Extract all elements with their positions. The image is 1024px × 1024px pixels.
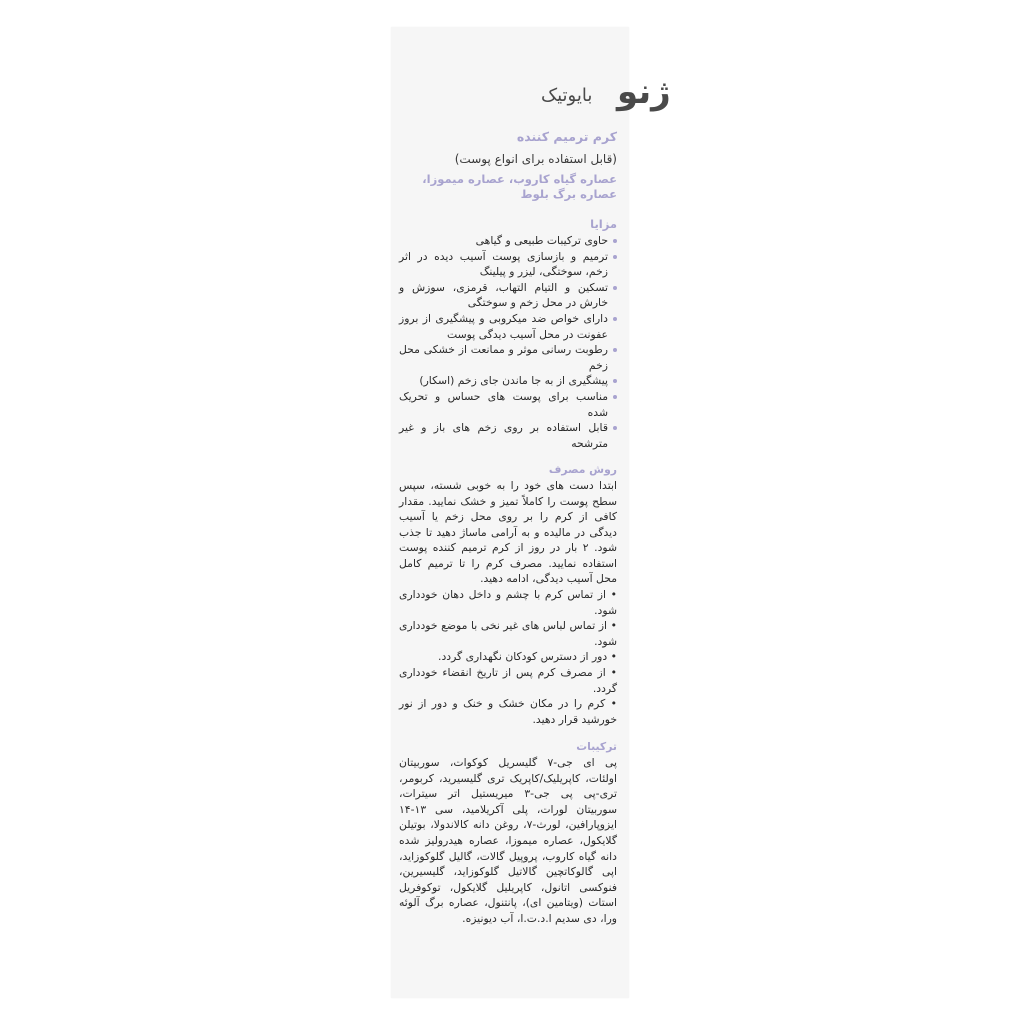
product-label-card (391, 27, 671, 998)
product-extracts: عصاره گیاه کاروب، عصاره میموزا، عصاره برگ بلوط (422, 172, 617, 201)
usage-warning: • از تماس لباس های غیر نخی با موضع خودداری شود. (399, 619, 617, 648)
benefit-item: مناسب برای پوست های حساس و تحریک شده (399, 389, 617, 420)
brand-logo-image (477, 63, 671, 119)
benefits-title: مزایا (590, 217, 617, 231)
usage-instructions: ابتدا دست های خود را به خوبی شسته، سپس سطح پوست را کاملاً تمیز و خشک نمایید. مقدار کافی از کرم را بر روی محل زخم یا آسیب دیدگی در مالیده و به آرامی ماساژ دهید تا جذب شود. ۲ بار در روز از کرم ترمیم کننده پوست استفاده نمایید. مصرف کرم را تا ترمیم کامل محل آسیب دیدگی، ادامه دهید. (399, 478, 618, 586)
usage-warning: • از مصرف کرم پس از تاریخ انقضاء خودداری گردد. (399, 666, 617, 695)
benefit-item: پیشگیری از به جا ماندن جای زخم (اسکار) (399, 373, 617, 389)
usage-warning: • دور از دسترس کودکان نگهداری گردد. (438, 650, 617, 664)
product-name: کرم ترمیم کننده (516, 129, 617, 144)
product-subtitle: (قابل استفاده برای انواع پوست) (454, 152, 617, 166)
label-content (399, 128, 617, 927)
usage-warning: • از تماس کرم با چشم و داخل دهان خودداری شود. (399, 588, 617, 617)
benefits-section (399, 216, 617, 451)
benefit-item: ترمیم و بازسازی پوست آسیب دیده در اثر زخم، سوختگی، لیزر و پیلینگ (399, 249, 617, 280)
benefits-list (399, 233, 617, 451)
brand-name: ژنو (617, 72, 671, 112)
ingredients-text: پی ای جی-۷ گلیسریل کوکوات، سوربیتان اولئات، کاپریلیک/کاپریک تری گلیسیرید، کربومر، تری-پی پی جی-۳ میریستیل اتر سیترات، سوربیتان لورات، پلی آکریلامید، سی ۱۳-۱۴ ایزوپارافین، لورث-۷، روغن دانه کالاندولا، بوتیلن گلایکول، عصاره میموزا، عصاره هیدرولیز شده دانه گیاه کاروب، پروپیل گالات، گالیل گلوکوزاید، اپی گالوکاتچین گالاتیل گلوکوزاید، گلیسیرین، فنوکسی اتانول، کاپریلیل گلایکول، توکوفریل استات (ویتامین ای)، پانتنول، عصاره برگ آلوئه ورا، دی سدیم ا.د.ت.ا، آب دیونیزه. (399, 756, 618, 925)
usage-warning: • کرم را در مکان خشک و خنک و دور از نور خورشید قرار دهید. (399, 697, 617, 726)
benefit-item: قابل استفاده بر روی زخم های باز و غیر مترشحه (399, 420, 617, 451)
brand-logo (477, 63, 671, 119)
benefit-item: رطوبت رسانی موثر و ممانعت از خشکی محل زخم (399, 342, 617, 373)
benefit-item: حاوی ترکیبات طبیعی و گیاهی (399, 233, 617, 249)
benefit-item: دارای خواص ضد میکروبی و پیشگیری از بروز عفونت در محل آسیب دیدگی پوست (399, 311, 617, 342)
ingredients-title: ترکیبات (576, 740, 617, 754)
ingredients-section (399, 739, 617, 926)
usage-section (399, 462, 617, 727)
usage-title: روش مصرف (548, 463, 617, 477)
brand-subname: بایوتیک (541, 85, 593, 106)
benefit-item: تسکین و التیام التهاب، قرمزی، سوزش و خارش در محل زخم و سوختگی (399, 280, 617, 311)
